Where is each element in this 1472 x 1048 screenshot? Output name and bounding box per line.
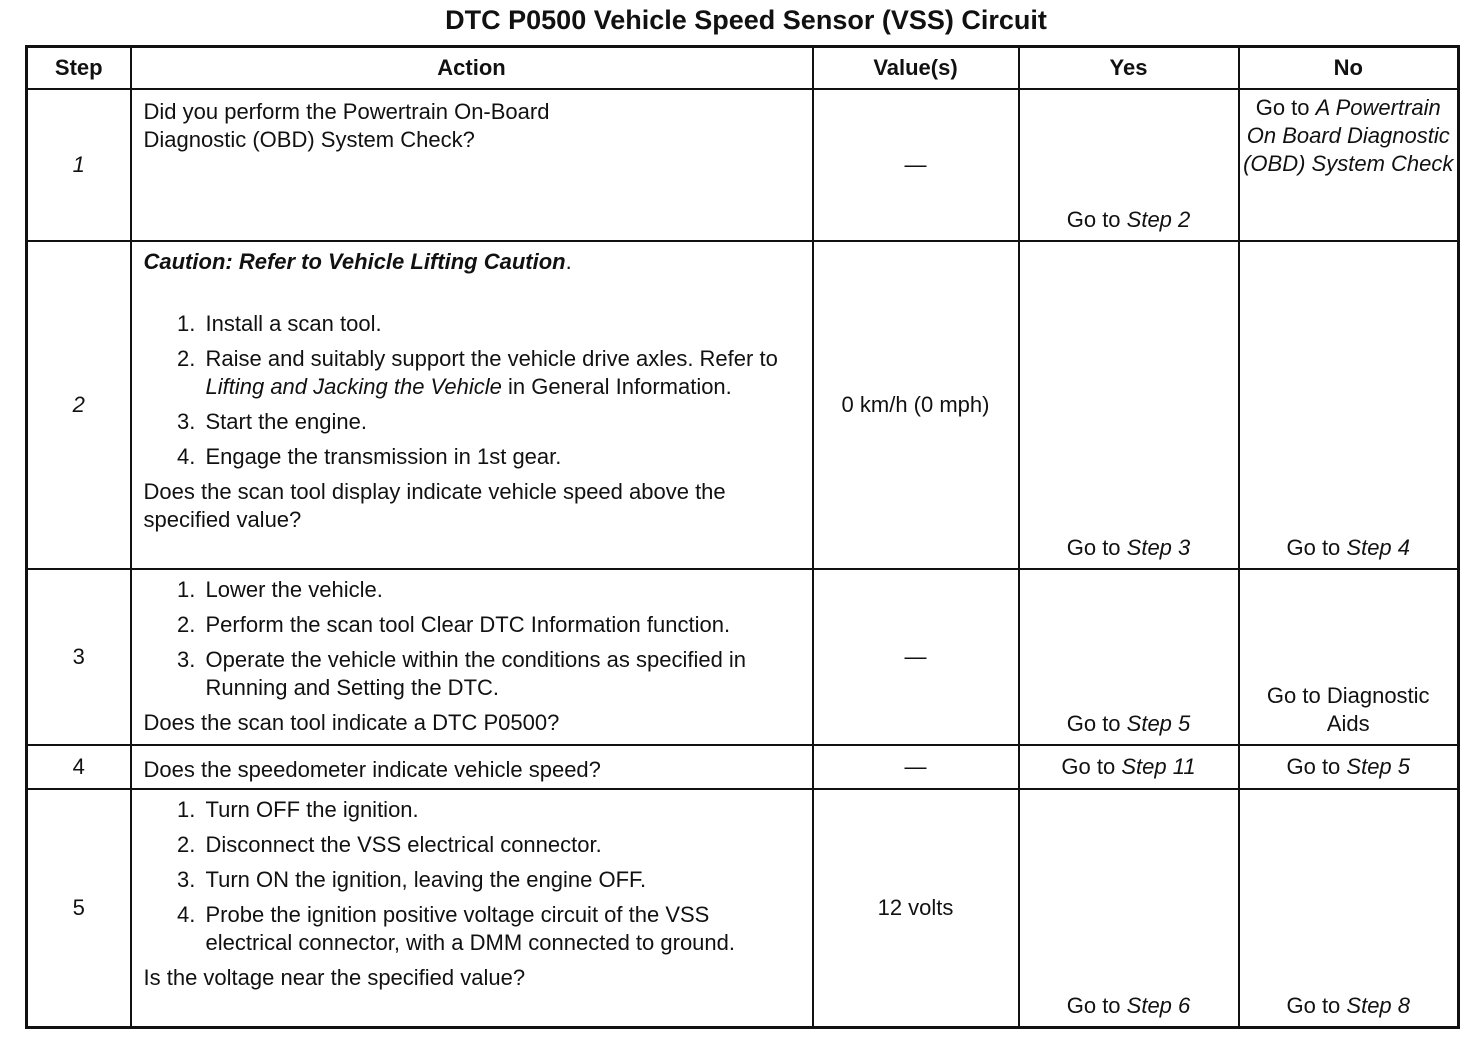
goto-prefix: Go to [1066,535,1127,560]
yes-cell [1019,89,1239,241]
action-cell [131,569,813,745]
table-row [27,241,1459,569]
lifting-link[interactable]: Lifting and Jacking the Vehicle [205,374,502,399]
step-link[interactable]: Step 5 [1346,754,1411,779]
value-cell: — [813,745,1019,789]
caution-text: Caution: Refer to Vehicle Lifting Caution. [143,249,572,274]
question-text: Does the speedometer indicate vehicle speed? [143,757,601,782]
action-cell [131,89,813,241]
list-item: 1. Install a scan tool. [202,310,802,338]
yes-cell [1019,745,1239,789]
page-title: DTC P0500 Vehicle Speed Sensor (VSS) Circuit [445,5,1047,35]
procedure-list [144,310,802,471]
yes-cell [1019,789,1239,1027]
no-cell [1239,745,1459,789]
question-text: Does the scan tool display indicate vehicle speed above the specified value? [143,479,726,532]
list-item: 4. Engage the transmission in 1st gear. [202,443,802,471]
header-value: Value(s) [813,47,1019,90]
header-yes: Yes [1019,47,1239,90]
header-action: Action [131,47,813,90]
diagnostic-table [25,45,1460,1029]
table-row [27,789,1459,1027]
obd-check-link[interactable]: A Powertrain On Board Diagnostic (OBD) System Check [1243,95,1454,176]
list-item: 3. Turn ON the ignition, leaving the engine OFF. [202,866,802,894]
value-cell: 12 volts [813,789,1019,1027]
goto-prefix: Go to [1061,754,1122,779]
step-number: 5 [27,789,131,1027]
step-number: 1 [27,89,131,241]
yes-cell [1019,569,1239,745]
no-cell [1239,789,1459,1027]
question-text: Does the scan tool indicate a DTC P0500? [143,710,560,735]
goto-prefix: Go to [1286,535,1347,560]
list-item: 2. Raise and suitably support the vehicle drive axles. Refer to Lifting and Jacking the Vehicle in General Information. [202,345,802,401]
step-number: 3 [27,569,131,745]
diagnostic-aids-link[interactable]: Go to Diagnostic Aids [1266,683,1430,736]
header-row [27,47,1459,90]
question-text: Is the voltage near the specified value? [143,965,526,990]
step-link[interactable]: Step 3 [1126,535,1191,560]
header-no: No [1239,47,1459,90]
list-item: 1. Lower the vehicle. [202,576,802,604]
yes-cell [1019,241,1239,569]
step-link[interactable]: Step 4 [1346,535,1411,560]
action-cell [131,745,813,789]
value-cell: 0 km/h (0 mph) [813,241,1019,569]
list-item: 3. Start the engine. [202,408,802,436]
header-step: Step [27,47,131,90]
goto-prefix: Go to [1255,95,1316,120]
list-item: 1. Turn OFF the ignition. [202,796,802,824]
procedure-list [144,576,802,702]
no-cell [1239,569,1459,745]
list-item: 2. Disconnect the VSS electrical connector. [202,831,802,859]
table-row [27,745,1459,789]
table-row [27,89,1459,241]
no-cell [1239,241,1459,569]
no-cell [1239,89,1459,241]
goto-prefix: Go to [1066,992,1127,1018]
procedure-list [144,796,802,957]
list-item: 4. Probe the ignition positive voltage circuit of the VSS electrical connector, with a DMM connected to ground. [202,901,802,957]
step-link[interactable]: Step 8 [1346,992,1411,1018]
goto-prefix: Go to [1286,754,1347,779]
step-number: 2 [27,241,131,569]
goto-prefix: Go to [1286,992,1347,1018]
table-row [27,569,1459,745]
action-cell [131,789,813,1027]
list-item: 2. Perform the scan tool Clear DTC Information function. [202,611,802,639]
list-item: 3. Operate the vehicle within the conditions as specified in Running and Setting the DTC. [202,646,802,702]
goto-prefix: Go to [1066,711,1127,736]
value-cell: — [813,569,1019,745]
value-cell: — [813,89,1019,241]
step-link[interactable]: Step 5 [1126,711,1191,736]
action-cell [131,241,813,569]
step-link[interactable]: Step 6 [1126,992,1191,1018]
question-text: Did you perform the Powertrain On-Board Diagnostic (OBD) System Check? [143,99,550,152]
step-link[interactable]: Step 11 [1121,754,1196,779]
step-link[interactable]: Step 2 [1126,207,1191,232]
step-number: 4 [27,745,131,789]
goto-prefix: Go to [1066,207,1127,232]
